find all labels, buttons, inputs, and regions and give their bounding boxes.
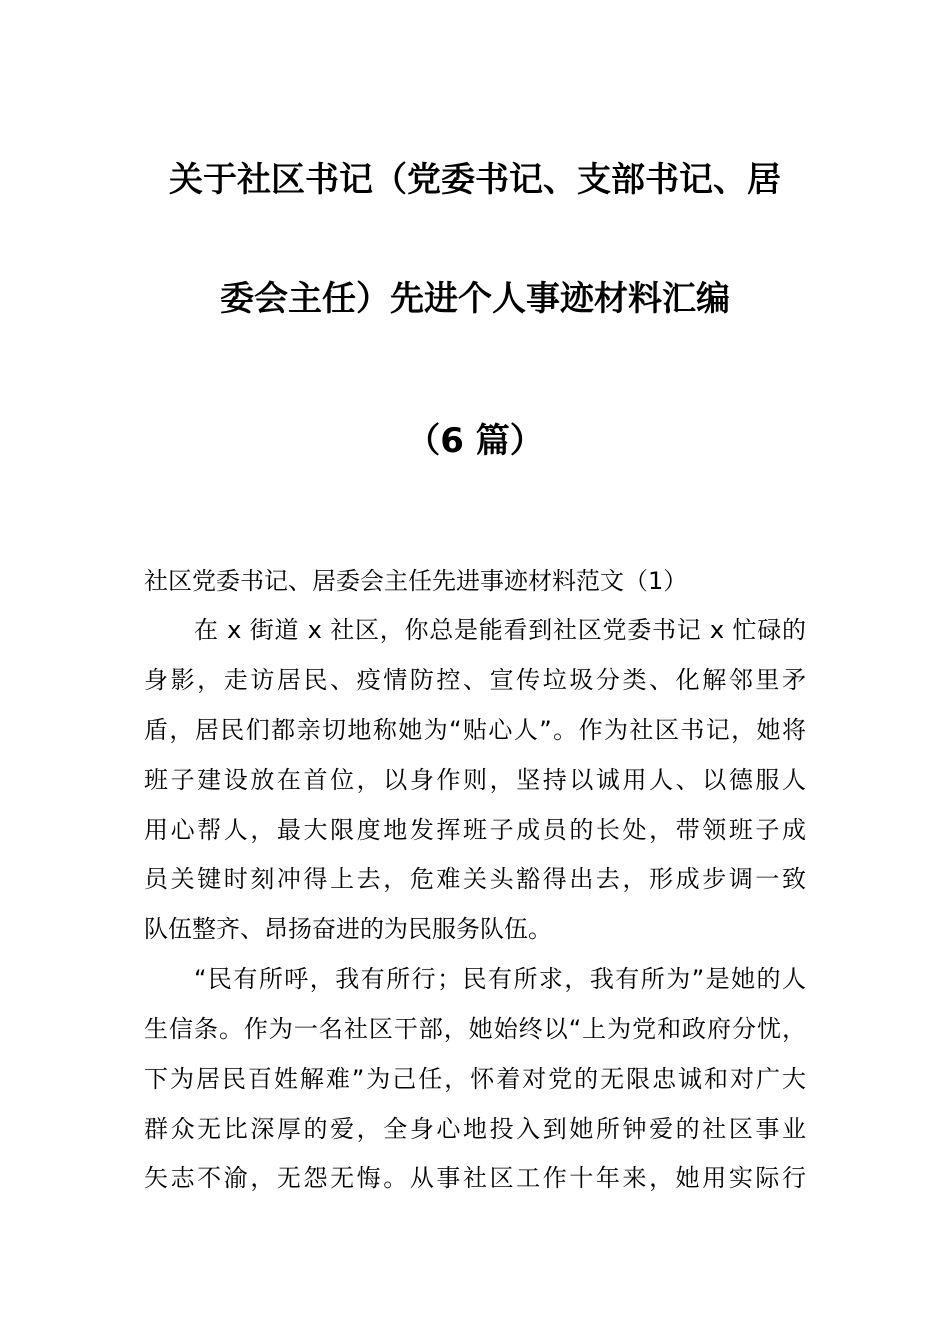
document-title-line-1: 关于社区书记（党委书记、支部书记、居 [169, 160, 781, 200]
paragraph-1-line-1: 在 x 街道 x 社区，你总是能看到社区党委书记 x 忙碌的 [194, 616, 806, 644]
paragraph-2-line-1: “民有所呼，我有所行；民有所求，我有所为”是她的人 [194, 965, 806, 993]
paragraph-1-line-3: 盾，居民们都亲切地称她为“贴心人”。作为社区书记，她将 [144, 716, 806, 744]
paragraph-2-line-3: 下为居民百姓解难”为己任，怀着对党的无限忠诚和对广大 [144, 1065, 806, 1093]
paragraph-2-line-5: 矢志不渝，无怨无悔。从事社区工作十年来，她用实际行 [144, 1164, 806, 1192]
document-title-count: （6 篇） [406, 421, 544, 461]
paragraph-2-line-2: 生信条。作为一名社区干部，她始终以“上为党和政府分忧， [144, 1015, 806, 1043]
paragraph-1-line-6: 员关键时刻冲得上去，危难关头豁得出去，形成步调一致 [144, 865, 806, 893]
paragraph-1-line-5: 用心帮人，最大限度地发挥班子成员的长处，带领班子成 [144, 816, 806, 844]
section-heading: 社区党委书记、居委会主任先进事迹材料范文（1） [144, 567, 688, 595]
document-title-line-2: 委会主任）先进个人事迹材料汇编 [220, 279, 730, 319]
paragraph-1-line-2: 身影，走访居民、疫情防控、宣传垃圾分类、化解邻里矛 [144, 666, 806, 694]
paragraph-1-line-4: 班子建设放在首位，以身作则，坚持以诚用人、以德服人 [144, 766, 806, 794]
paragraph-1-line-7: 队伍整齐、昂扬奋进的为民服务队伍。 [144, 915, 552, 943]
paragraph-2-line-4: 群众无比深厚的爱，全身心地投入到她所钟爱的社区事业 [144, 1115, 806, 1143]
